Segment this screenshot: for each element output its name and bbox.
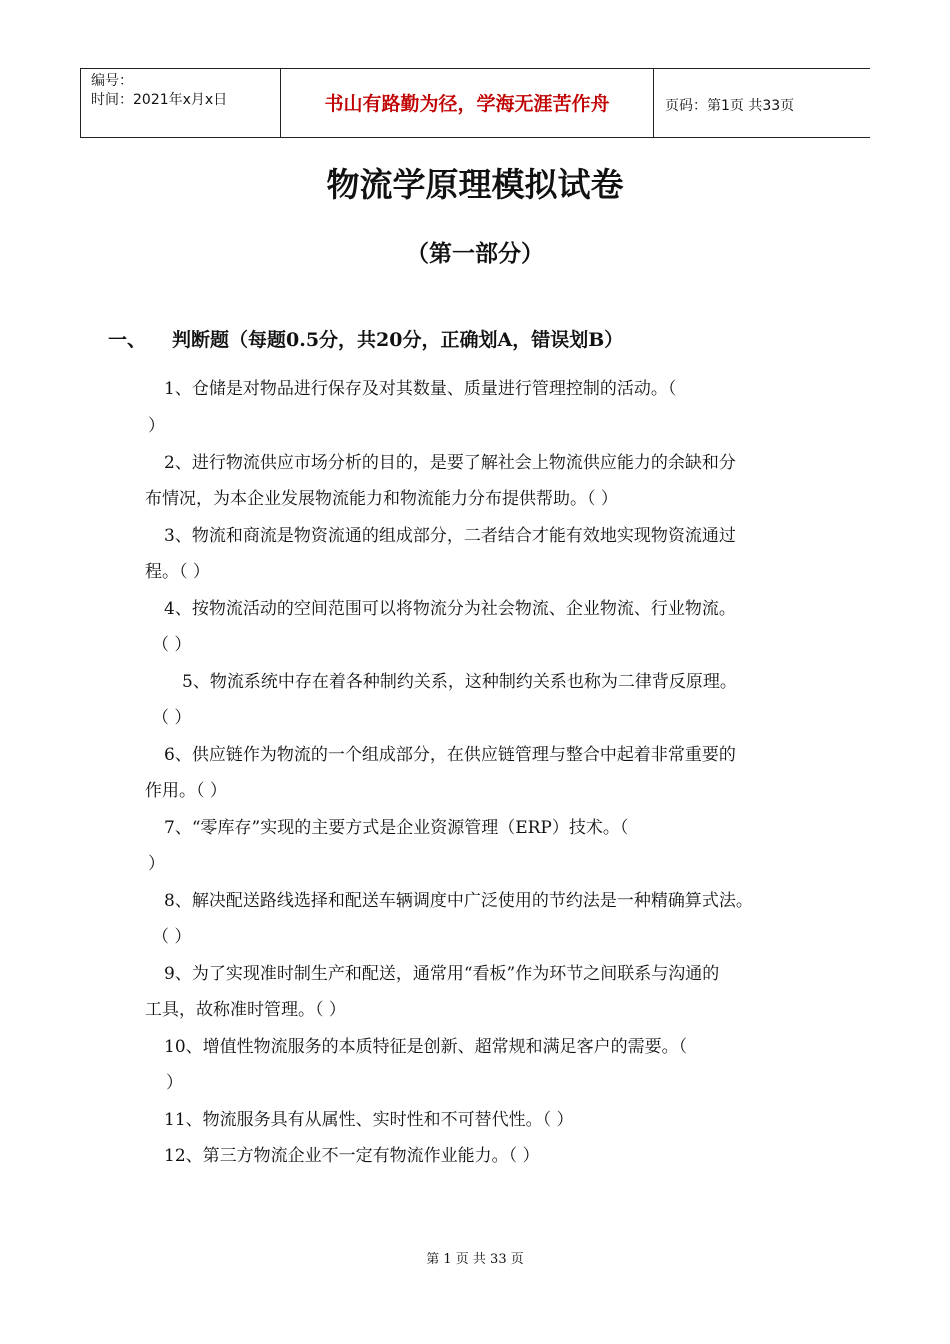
question-4-line-1: 4、按物流活动的空间范围可以将物流分为社会物流、企业物流、行业物流。: [164, 599, 736, 619]
section-number: 一、: [108, 329, 147, 351]
question-3-line-2: 程。（ ）: [145, 562, 210, 582]
motto-text: 书山有路勤为径，学海无涯苦作舟: [324, 93, 610, 115]
question-9-line-1: 9、为了实现准时制生产和配送，通常用“看板”作为环节之间联系与沟通的: [164, 964, 720, 984]
question-12-line-1: 12、第三方物流企业不一定有物流作业能力。（ ）: [164, 1146, 540, 1166]
header-info-cell: [80, 69, 281, 137]
question-4-line-2: （ ）: [152, 635, 192, 655]
question-10-line-2: ）: [166, 1073, 183, 1093]
question-9-line-2: 工具，故称准时管理。（ ）: [145, 1000, 346, 1020]
time-label: 时间：2021年x月x日: [91, 92, 228, 108]
document-header: [80, 68, 870, 138]
serial-label: 编号：: [91, 73, 133, 89]
section-title: 判断题（每题0.5分，共20分，正确划A，错误划B）: [172, 329, 624, 351]
question-7-line-1: 7、“零库存”实现的主要方式是企业资源管理（ERP）技术。（: [164, 818, 629, 838]
question-5-line-2: （ ）: [152, 708, 192, 728]
document-subtitle: （第一部分）: [406, 240, 544, 267]
question-8-line-2: （ ）: [152, 927, 192, 947]
question-6-line-2: 作用。（ ）: [145, 781, 227, 801]
question-5-line-1: 5、物流系统中存在着各种制约关系，这种制约关系也称为二律背反原理。: [182, 672, 737, 692]
question-2-line-2: 布情况，为本企业发展物流能力和物流能力分布提供帮助。（ ）: [145, 489, 618, 509]
question-1-line-1: 1、仓储是对物品进行保存及对其数量、质量进行管理控制的活动。（: [164, 379, 677, 399]
question-11-line-1: 11、物流服务具有从属性、实时性和不可替代性。（ ）: [164, 1110, 574, 1130]
question-3-line-1: 3、物流和商流是物资流通的组成部分，二者结合才能有效地实现物资流通过: [164, 526, 736, 546]
header-motto-cell: [280, 69, 654, 137]
document-title: 物流学原理模拟试卷: [326, 165, 624, 204]
question-2-line-1: 2、进行物流供应市场分析的目的，是要了解社会上物流供应能力的余缺和分: [164, 453, 736, 473]
page-code: 页码：第1页 共33页: [665, 98, 795, 114]
question-6-line-1: 6、供应链作为物流的一个组成部分，在供应链管理与整合中起着非常重要的: [164, 745, 736, 765]
question-1-line-2: ）: [148, 416, 165, 436]
page-footer: 第 1 页 共 33 页: [426, 1252, 524, 1267]
question-8-line-1: 8、解决配送路线选择和配送车辆调度中广泛使用的节约法是一种精确算式法。: [164, 891, 753, 911]
question-7-line-2: ）: [148, 854, 165, 874]
header-page-cell: [653, 69, 870, 137]
question-10-line-1: 10、增值性物流服务的本质特征是创新、超常规和满足客户的需要。（: [164, 1037, 688, 1057]
